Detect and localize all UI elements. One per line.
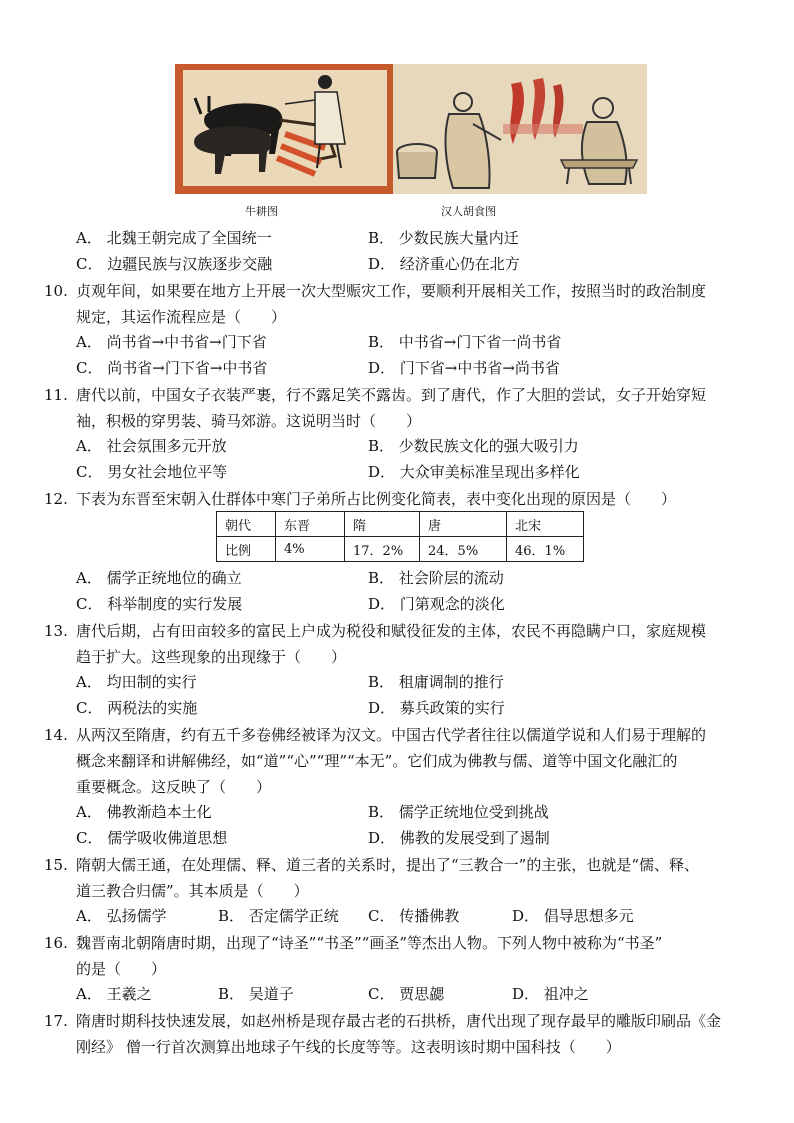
table-cell: 东晋 bbox=[276, 512, 345, 537]
q11-option-a[interactable]: A． 社会氛围多元开放 bbox=[76, 437, 227, 455]
q14-option-d[interactable]: D． 佛教的发展受到了遏制 bbox=[368, 829, 550, 847]
q10-stem-line2: 规定，其运作流程应是（ ） bbox=[76, 308, 287, 326]
q15-number: 15. bbox=[44, 856, 68, 874]
table-cell: 北宋 bbox=[507, 512, 584, 537]
q11-option-b[interactable]: B． 少数民族文化的强大吸引力 bbox=[368, 437, 579, 455]
ox-plowing-mural-image bbox=[175, 64, 393, 194]
q17-number: 17. bbox=[44, 1012, 68, 1030]
figure-caption-right: 汉人胡食图 bbox=[441, 205, 496, 218]
q12-option-a[interactable]: A． 儒学正统地位的确立 bbox=[76, 569, 242, 587]
q12-number: 12. bbox=[44, 490, 68, 508]
q15-stem bbox=[76, 852, 776, 904]
table-row bbox=[217, 537, 584, 562]
q10-option-b[interactable]: B． 中书省→门下省一尚书省 bbox=[368, 333, 562, 351]
q9-option-d[interactable]: D． 经济重心仍在北方 bbox=[368, 255, 520, 273]
q16-number: 16. bbox=[44, 934, 68, 952]
table-cell: 朝代 bbox=[217, 512, 276, 537]
q17-stem-line2: 刚经》 僧一行首次测算出地球子午线的长度等等。这表明该时期中国科技（ ） bbox=[76, 1038, 621, 1056]
q10-option-d[interactable]: D． 门下省→中书省→尚书省 bbox=[368, 359, 560, 377]
q14-option-c[interactable]: C． 儒学吸收佛道思想 bbox=[76, 829, 228, 847]
q14-stem-line3: 重要概念。这反映了（ ） bbox=[76, 778, 272, 796]
q13-option-b[interactable]: B． 租庸调制的推行 bbox=[368, 673, 504, 691]
q14-stem-line1: 从两汉至隋唐，约有五千多卷佛经被译为汉文。中国古代学者往往以儒道学说和人们易于理解的 bbox=[76, 726, 707, 744]
q11-option-c[interactable]: C． 男女社会地位平等 bbox=[76, 463, 228, 481]
q13-stem-line2: 趋于扩大。这些现象的出现缘于（ ） bbox=[76, 648, 347, 666]
q10-option-c[interactable]: C． 尚书省→门下省→中书省 bbox=[76, 359, 268, 377]
q9-option-b[interactable]: B． 少数民族大量内迁 bbox=[368, 229, 519, 247]
table-row bbox=[217, 512, 584, 537]
q9-option-a[interactable]: A． 北魏王朝完成了全国统一 bbox=[76, 229, 272, 247]
q15-option-d[interactable]: D． 倡导思想多元 bbox=[512, 907, 634, 925]
q11-stem-line1: 唐代以前，中国女子衣装严裹，行不露足笑不露齿。到了唐代，作了大胆的尝试，女子开始穿短 bbox=[76, 386, 707, 404]
table-cell: 4% bbox=[276, 537, 345, 562]
table-cell: 17．2% bbox=[345, 537, 420, 562]
q16-option-a[interactable]: A． 王羲之 bbox=[76, 985, 152, 1003]
q11-stem bbox=[76, 382, 776, 434]
q10-number: 10. bbox=[44, 282, 68, 300]
q13-number: 13. bbox=[44, 622, 68, 640]
q17-stem bbox=[76, 1008, 776, 1060]
q12-option-b[interactable]: B． 社会阶层的流动 bbox=[368, 569, 504, 587]
q14-option-a[interactable]: A． 佛教渐趋本土化 bbox=[76, 803, 212, 821]
table-cell: 唐 bbox=[420, 512, 507, 537]
figure-caption-left: 牛耕图 bbox=[245, 205, 278, 218]
q12-stem-line1: 下表为东晋至宋朝入仕群体中寒门子弟所占比例变化简表，表中变化出现的原因是（ ） bbox=[76, 490, 677, 508]
q14-number: 14. bbox=[44, 726, 68, 744]
q13-option-a[interactable]: A． 均田制的实行 bbox=[76, 673, 197, 691]
q12-option-d[interactable]: D． 门第观念的淡化 bbox=[368, 595, 505, 613]
q16-stem-line1: 魏晋南北朝隋唐时期，出现了“诗圣”“书圣”“画圣”等杰出人物。下列人物中被称为“书圣” bbox=[76, 934, 663, 952]
q11-number: 11. bbox=[44, 386, 68, 404]
q16-stem bbox=[76, 930, 776, 982]
q15-option-a[interactable]: A． 弘扬儒学 bbox=[76, 907, 167, 925]
han-hu-food-mural-image bbox=[393, 64, 647, 194]
q16-option-b[interactable]: B． 吴道子 bbox=[218, 985, 294, 1003]
q16-option-c[interactable]: C． 贾思勰 bbox=[368, 985, 445, 1003]
q10-stem-line1: 贞观年间，如果要在地方上开展一次大型赈灾工作，要顺利开展相关工作，按照当时的政治制度 bbox=[76, 282, 707, 300]
q10-option-a[interactable]: A． 尚书省→中书省→门下省 bbox=[76, 333, 267, 351]
q15-stem-line2: 道三教合归儒”。其本质是（ ） bbox=[76, 882, 309, 900]
q15-option-b[interactable]: B． 否定儒学正统 bbox=[218, 907, 339, 925]
q12-option-c[interactable]: C． 科举制度的实行发展 bbox=[76, 595, 243, 613]
q15-stem-line1: 隋朝大儒王通，在处理儒、释、道三者的关系时，提出了“三教合一”的主张，也就是“儒、释、 bbox=[76, 856, 700, 874]
figure-row bbox=[175, 64, 647, 194]
q13-stem-line1: 唐代后期，占有田亩较多的富民上户成为税役和赋役征发的主体，农民不再隐瞒户口，家庭规模 bbox=[76, 622, 707, 640]
q14-stem bbox=[76, 722, 776, 800]
table-cell: 24．5% bbox=[420, 537, 507, 562]
q17-stem-line1: 隋唐时期科技快速发展，如赵州桥是现存最古老的石拱桥，唐代出现了现存最早的雕版印刷品《金 bbox=[76, 1012, 722, 1030]
q15-option-c[interactable]: C． 传播佛教 bbox=[368, 907, 460, 925]
q16-stem-line2: 的是（ ） bbox=[76, 960, 167, 978]
q13-stem bbox=[76, 618, 776, 670]
q13-option-c[interactable]: C． 两税法的实施 bbox=[76, 699, 198, 717]
q14-option-b[interactable]: B． 儒学正统地位受到挑战 bbox=[368, 803, 549, 821]
table-cell: 46．1% bbox=[507, 537, 584, 562]
q10-stem bbox=[76, 278, 776, 330]
q13-option-d[interactable]: D． 募兵政策的实行 bbox=[368, 699, 505, 717]
table-cell: 比例 bbox=[217, 537, 276, 562]
q16-option-d[interactable]: D． 祖冲之 bbox=[512, 985, 589, 1003]
q11-option-d[interactable]: D． 大众审美标准呈现出多样化 bbox=[368, 463, 580, 481]
q9-option-c[interactable]: C． 边疆民族与汉族逐步交融 bbox=[76, 255, 273, 273]
table-cell: 隋 bbox=[345, 512, 420, 537]
q12-ratio-table bbox=[216, 511, 584, 562]
q14-stem-line2: 概念来翻译和讲解佛经，如“道”“心”“理”“本无”。它们成为佛教与儒、道等中国文化融汇的 bbox=[76, 752, 678, 770]
q11-stem-line2: 袖，积极的穿男装、骑马郊游。这说明当时（ ） bbox=[76, 412, 422, 430]
q12-stem bbox=[76, 486, 776, 512]
